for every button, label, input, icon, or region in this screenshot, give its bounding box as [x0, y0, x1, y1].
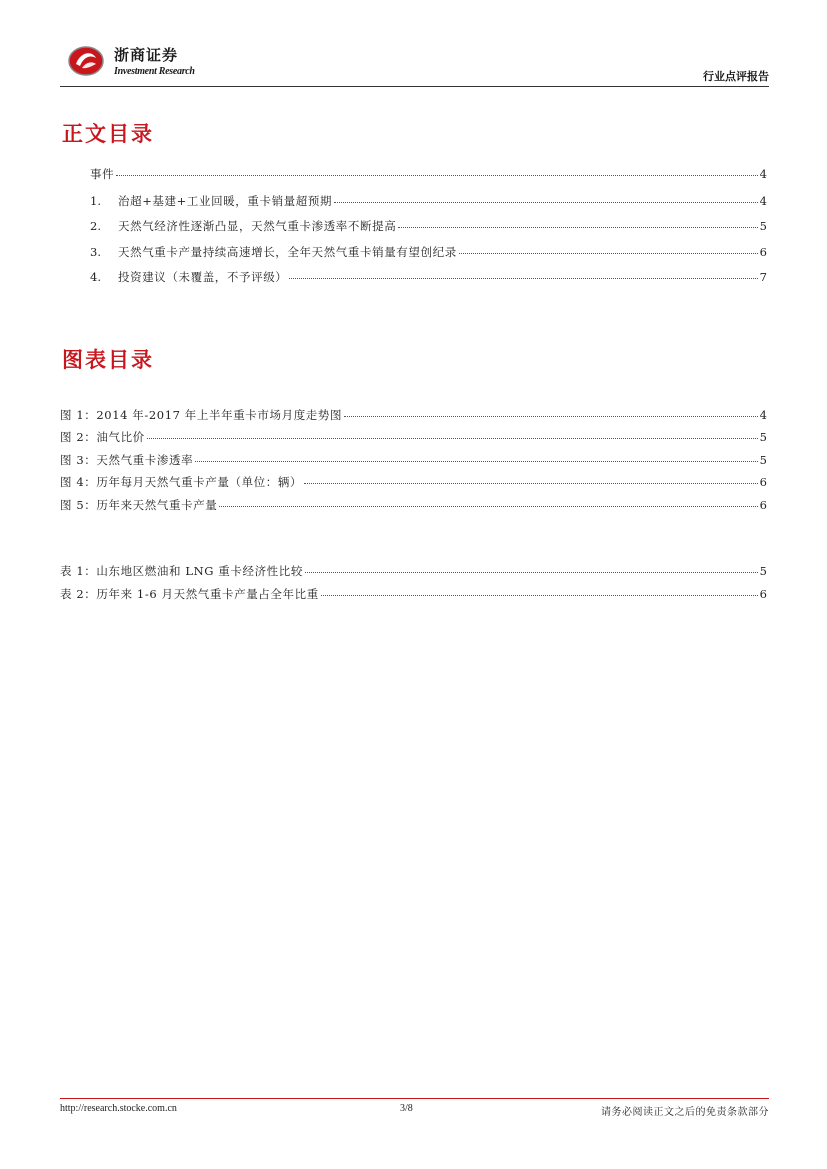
toc-entry-label: 治超+基建+工业回暖，重卡销量超预期 — [118, 194, 333, 208]
toc-entry-page: 6 — [759, 245, 767, 259]
toc-entry[interactable] — [90, 166, 767, 182]
leader-dots — [147, 429, 758, 439]
figure-entry-label: 图 2：油气比价 — [60, 430, 145, 444]
table-entry[interactable] — [60, 586, 767, 602]
figure-entry-page: 5 — [759, 453, 767, 467]
toc-entry-label: 事件 — [90, 167, 115, 181]
leader-dots — [116, 166, 757, 176]
figure-entry[interactable] — [60, 407, 767, 423]
table-entry-page: 6 — [759, 587, 767, 601]
leader-dots — [195, 452, 758, 462]
logo-chinese-name: 浙商证券 — [114, 46, 179, 64]
figure-entry[interactable] — [60, 474, 767, 490]
toc-entry-page: 4 — [759, 194, 767, 208]
figure-entry[interactable] — [60, 452, 767, 468]
leader-dots — [304, 474, 758, 484]
leader-dots — [219, 497, 757, 507]
toc-entry[interactable] — [90, 193, 767, 209]
disclaimer-note: 请务必阅读正文之后的免责条款部分 — [601, 1107, 769, 1118]
toc-title: 正文目录 — [62, 122, 154, 146]
figure-entry-label: 图 3：天然气重卡渗透率 — [60, 453, 194, 467]
figure-entry-page: 6 — [759, 498, 767, 512]
toc-entry-number: 3. — [90, 245, 101, 259]
figure-entry-page: 4 — [759, 408, 767, 422]
figure-entry[interactable] — [60, 497, 767, 513]
figure-entry-label: 图 1：2014 年-2017 年上半年重卡市场月度走势图 — [60, 408, 343, 422]
logo-english-name: Investment Research — [114, 66, 195, 77]
toc-entry-page: 5 — [759, 219, 767, 233]
toc-entry-page: 7 — [759, 270, 767, 284]
toc-entry-number: 1. — [90, 194, 101, 208]
header-divider — [60, 86, 769, 87]
table-entry-label: 表 2：历年来 1-6 月天然气重卡产量占全年比重 — [60, 587, 319, 601]
figure-entry[interactable] — [60, 429, 767, 445]
toc-entry[interactable] — [90, 269, 767, 285]
figure-entry-page: 6 — [759, 475, 767, 489]
figures-title: 图表目录 — [62, 348, 154, 372]
figure-entry-page: 5 — [759, 430, 767, 444]
toc-entry[interactable] — [90, 244, 767, 260]
table-entry-label: 表 1：山东地区燃油和 LNG 重卡经济性比较 — [60, 564, 303, 578]
toc-entry[interactable] — [90, 218, 767, 234]
figure-entry-label: 图 5：历年来天然气重卡产量 — [60, 498, 218, 512]
table-entry-page: 5 — [759, 564, 767, 578]
leader-dots — [344, 407, 758, 417]
page-header — [60, 38, 769, 88]
footer-url[interactable]: http://research.stocke.com.cn — [60, 1103, 177, 1114]
toc-entry-number: 2. — [90, 219, 101, 233]
figure-entry-label: 图 4：历年每月天然气重卡产量（单位：辆） — [60, 475, 303, 489]
footer-divider — [60, 1098, 769, 1099]
leader-dots — [305, 563, 758, 573]
toc-entry-label: 投资建议（未覆盖，不予评级） — [118, 270, 288, 284]
toc-entry-page: 4 — [759, 167, 767, 181]
leader-dots — [459, 244, 758, 254]
leader-dots — [289, 269, 757, 279]
toc-entry-number: 4. — [90, 270, 101, 284]
page-number: 3/8 — [400, 1103, 413, 1114]
report-type-label: 行业点评报告 — [703, 70, 769, 83]
toc-entry-label: 天然气经济性逐渐凸显，天然气重卡渗透率不断提高 — [118, 219, 397, 233]
company-logo-icon — [66, 42, 106, 78]
leader-dots — [398, 218, 757, 228]
leader-dots — [321, 586, 758, 596]
leader-dots — [334, 193, 758, 203]
table-entry[interactable] — [60, 563, 767, 579]
toc-entry-label: 天然气重卡产量持续高速增长，全年天然气重卡销量有望创纪录 — [118, 245, 457, 259]
